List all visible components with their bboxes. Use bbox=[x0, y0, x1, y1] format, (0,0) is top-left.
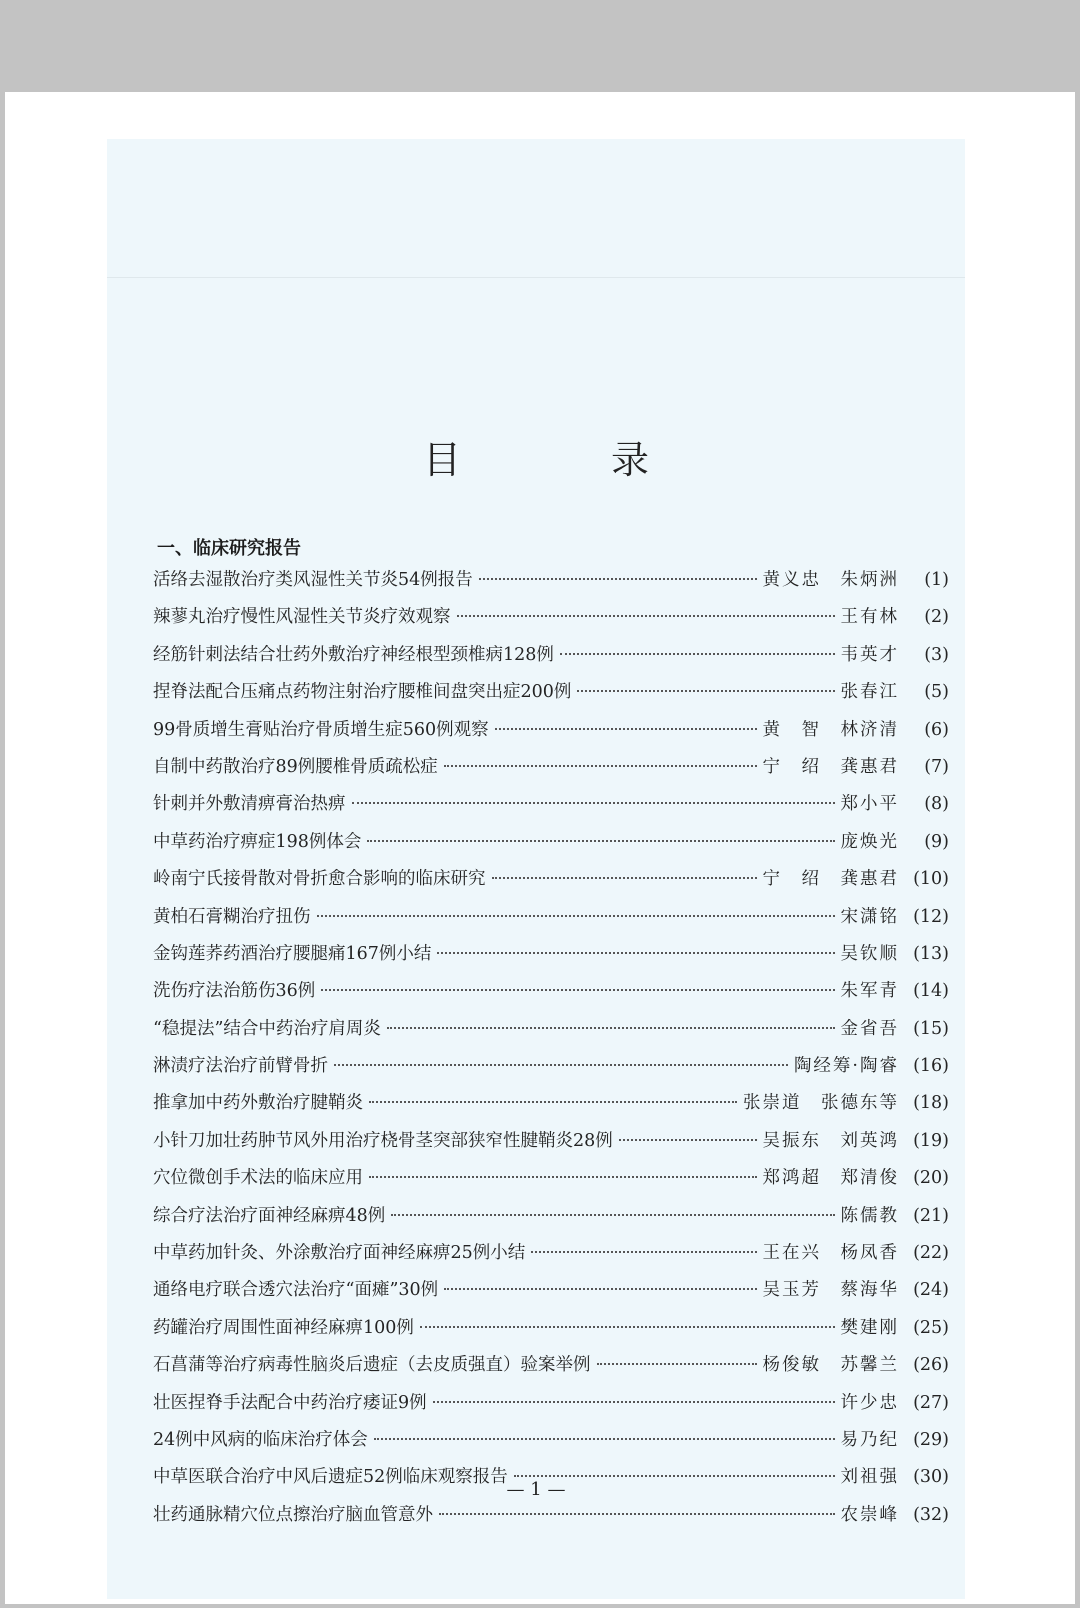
toc-entry-page: (9) bbox=[924, 831, 949, 852]
toc-entry bbox=[153, 599, 949, 636]
dot-leader bbox=[352, 802, 835, 804]
toc-entry bbox=[153, 1048, 949, 1085]
toc-entry-title: 中草医联合治疗中风后遗症52例临床观察报告 bbox=[153, 1467, 508, 1488]
toc-entry bbox=[153, 1347, 949, 1384]
toc-entry-page: (26) bbox=[913, 1355, 949, 1376]
dot-leader bbox=[479, 578, 757, 580]
toc-entry bbox=[153, 637, 949, 674]
toc-entry-page: (18) bbox=[913, 1093, 949, 1114]
toc-entry-author: 朱军青 bbox=[840, 981, 899, 1002]
toc-entry-page: (24) bbox=[913, 1280, 949, 1301]
toc-entry-page: (29) bbox=[913, 1429, 949, 1450]
toc-entry-title: 壮医捏脊手法配合中药治疗痿证9例 bbox=[153, 1392, 427, 1413]
toc-entry-title: 推拿加中药外敷治疗腱鞘炎 bbox=[153, 1093, 363, 1114]
toc-entry-title: 捏脊法配合压痛点药物注射治疗腰椎间盘突出症200例 bbox=[153, 682, 572, 703]
toc-entry-title: 岭南宁氏接骨散对骨折愈合影响的临床研究 bbox=[153, 869, 486, 890]
toc-entry-title: 通络电疗联合透穴法治疗“面瘫”30例 bbox=[153, 1280, 439, 1301]
toc-entry-title: 综合疗法治疗面神经麻痹48例 bbox=[153, 1205, 386, 1226]
toc-entry bbox=[153, 1198, 949, 1235]
dot-leader bbox=[369, 1101, 737, 1103]
toc-entry-page: (25) bbox=[913, 1317, 949, 1338]
dot-leader bbox=[391, 1214, 834, 1216]
toc-entry-page: (30) bbox=[913, 1467, 949, 1488]
scan-line bbox=[107, 277, 965, 278]
toc-entry bbox=[153, 899, 949, 936]
toc-entry-title: 经筋针刺法结合壮药外敷治疗神经根型颈椎病128例 bbox=[153, 644, 554, 665]
dot-leader bbox=[560, 653, 835, 655]
toc-entry-page: (22) bbox=[913, 1243, 949, 1264]
toc-entry bbox=[153, 1123, 949, 1160]
toc-entry-title: 自制中药散治疗89例腰椎骨质疏松症 bbox=[153, 756, 438, 777]
page-number: — 1 — bbox=[506, 1479, 566, 1500]
toc-entry-author: 吴玉芳 蔡海华 bbox=[762, 1280, 899, 1301]
toc-entry-title: 24例中风病的临床治疗体会 bbox=[153, 1429, 368, 1450]
toc-entry-author: 宁 绍 龚惠君 bbox=[762, 869, 899, 890]
toc-entry bbox=[153, 1310, 949, 1347]
toc-entry-title: 淋渍疗法治疗前臂骨折 bbox=[153, 1056, 328, 1077]
scanned-sheet bbox=[5, 92, 1075, 1604]
toc-entry-author: 易乃纪 bbox=[840, 1429, 899, 1450]
toc-entry-title: 黄柏石膏糊治疗扭伤 bbox=[153, 906, 311, 927]
toc-entry-page: (19) bbox=[913, 1130, 949, 1151]
toc-entry-page: (7) bbox=[924, 756, 949, 777]
toc-entry-title: 辣蓼丸治疗慢性风湿性关节炎疗效观察 bbox=[153, 607, 451, 628]
dot-leader bbox=[597, 1363, 757, 1365]
toc-entry bbox=[153, 1235, 949, 1272]
toc-entry-author: 宋潇铭 bbox=[840, 906, 899, 927]
dot-leader bbox=[495, 728, 757, 730]
toc-entry-author: 樊建刚 bbox=[840, 1317, 899, 1338]
toc-entry-author: 金省吾 bbox=[840, 1018, 899, 1039]
dot-leader bbox=[334, 1064, 788, 1066]
dot-leader bbox=[437, 952, 834, 954]
toc-entry-page: (14) bbox=[913, 981, 949, 1002]
toc-entry bbox=[153, 562, 949, 599]
toc-entry-page: (2) bbox=[924, 607, 949, 628]
toc-entry-author: 许少忠 bbox=[840, 1392, 899, 1413]
toc-entry-author: 陈儒教 bbox=[840, 1205, 899, 1226]
toc-entry bbox=[153, 1160, 949, 1197]
toc-entry-author: 黄义忠 朱炳洲 bbox=[762, 570, 899, 590]
toc-entry-title: 穴位微创手术法的临床应用 bbox=[153, 1168, 363, 1189]
dot-leader bbox=[321, 989, 834, 991]
toc-entry-author: 农崇峰 bbox=[840, 1504, 899, 1525]
toc-entry bbox=[153, 861, 949, 898]
toc-entry-page: (32) bbox=[913, 1504, 949, 1525]
toc-entry bbox=[153, 1085, 949, 1122]
toc-entry-author: 郑小平 bbox=[840, 794, 899, 815]
toc-entry-page: (20) bbox=[913, 1168, 949, 1189]
document-page bbox=[107, 139, 965, 1599]
toc-entry-title: “稳提法”结合中药治疗肩周炎 bbox=[153, 1018, 381, 1039]
toc-entry-author: 庞焕光 bbox=[840, 831, 899, 852]
toc-entry bbox=[153, 1272, 949, 1309]
toc-entry-author: 黄 智 林济清 bbox=[762, 719, 899, 740]
dot-leader bbox=[387, 1027, 835, 1029]
toc-entry bbox=[153, 1422, 949, 1459]
dot-leader bbox=[444, 765, 757, 767]
toc-entry-author: 杨俊敏 苏馨兰 bbox=[762, 1355, 899, 1376]
toc-entry-title: 洗伤疗法治筋伤36例 bbox=[153, 981, 316, 1002]
toc-entry-author: 吴振东 刘英鸿 bbox=[762, 1130, 899, 1151]
dot-leader bbox=[420, 1326, 835, 1328]
dot-leader bbox=[317, 915, 835, 917]
toc-entry-page: (3) bbox=[924, 644, 949, 665]
toc-entry bbox=[153, 786, 949, 823]
toc-entry-title: 石菖蒲等治疗病毒性脑炎后遗症（去皮质强直）验案举例 bbox=[153, 1355, 591, 1376]
toc-entry bbox=[153, 936, 949, 973]
toc-entry-author: 王在兴 杨凤香 bbox=[762, 1243, 899, 1264]
toc-entry bbox=[153, 973, 949, 1010]
toc-entry-page: (21) bbox=[913, 1205, 949, 1226]
toc-entry bbox=[153, 712, 949, 749]
toc-entry bbox=[153, 1011, 949, 1048]
table-of-contents bbox=[153, 562, 949, 1534]
toc-entry-title: 针刺并外敷清痹膏治热痹 bbox=[153, 794, 346, 815]
toc-entry-page: (27) bbox=[913, 1392, 949, 1413]
toc-entry bbox=[153, 824, 949, 861]
dot-leader bbox=[531, 1251, 756, 1253]
toc-entry-title: 壮药通脉精穴位点擦治疗脑血管意外 bbox=[153, 1504, 433, 1525]
toc-entry-author: 刘祖强 bbox=[840, 1467, 899, 1488]
dot-leader bbox=[457, 615, 835, 617]
toc-entry-title: 小针刀加壮药肿节风外用治疗桡骨茎突部狭窄性腱鞘炎28例 bbox=[153, 1130, 613, 1151]
toc-entry-page: (6) bbox=[924, 719, 949, 740]
dot-leader bbox=[439, 1513, 835, 1515]
toc-entry bbox=[153, 674, 949, 711]
dot-leader bbox=[492, 877, 757, 879]
toc-entry-page: (1) bbox=[924, 570, 949, 590]
dot-leader bbox=[514, 1475, 835, 1477]
toc-entry-page: (8) bbox=[924, 794, 949, 815]
dot-leader bbox=[433, 1401, 835, 1403]
toc-entry bbox=[153, 749, 949, 786]
toc-entry-author: 张春江 bbox=[840, 682, 899, 703]
dot-leader bbox=[367, 840, 834, 842]
toc-entry-page: (10) bbox=[913, 869, 949, 890]
toc-entry-title: 活络去湿散治疗类风湿性关节炎54例报告 bbox=[153, 570, 473, 590]
dot-leader bbox=[369, 1176, 757, 1178]
dot-leader bbox=[577, 690, 834, 692]
toc-entry-page: (13) bbox=[913, 943, 949, 964]
toc-entry-title: 中草药加针灸、外涂敷治疗面神经麻痹25例小结 bbox=[153, 1243, 526, 1264]
toc-entry-author: 吴钦顺 bbox=[840, 943, 899, 964]
toc-entry-page: (12) bbox=[913, 906, 949, 927]
toc-entry-author: 陶经筹·陶睿 bbox=[793, 1056, 899, 1077]
toc-entry bbox=[153, 1385, 949, 1422]
dot-leader bbox=[619, 1139, 757, 1141]
dot-leader bbox=[374, 1438, 835, 1440]
toc-entry-title: 中草药治疗痹症198例体会 bbox=[153, 831, 362, 852]
toc-entry-author: 宁 绍 龚惠君 bbox=[762, 756, 899, 777]
toc-entry-title: 药罐治疗周围性面神经麻痹100例 bbox=[153, 1317, 414, 1338]
page-title: 目 录 bbox=[422, 438, 705, 482]
toc-entry-author: 张崇道 张德东等 bbox=[743, 1093, 899, 1114]
toc-entry-author: 韦英才 bbox=[840, 644, 899, 665]
toc-entry-title: 金钩莲荞药酒治疗腰腿痛167例小结 bbox=[153, 943, 432, 964]
toc-entry-author: 王有林 bbox=[840, 607, 899, 628]
dot-leader bbox=[444, 1288, 756, 1290]
toc-entry-page: (5) bbox=[924, 682, 949, 703]
toc-entry-page: (16) bbox=[913, 1056, 949, 1077]
section-heading: 一、临床研究报告 bbox=[157, 538, 301, 559]
toc-entry-title: 99骨质增生膏贴治疗骨质增生症560例观察 bbox=[153, 719, 489, 740]
toc-entry-page: (15) bbox=[913, 1018, 949, 1039]
toc-entry bbox=[153, 1497, 949, 1534]
toc-entry-author: 郑鸿超 郑清俊 bbox=[762, 1168, 899, 1189]
